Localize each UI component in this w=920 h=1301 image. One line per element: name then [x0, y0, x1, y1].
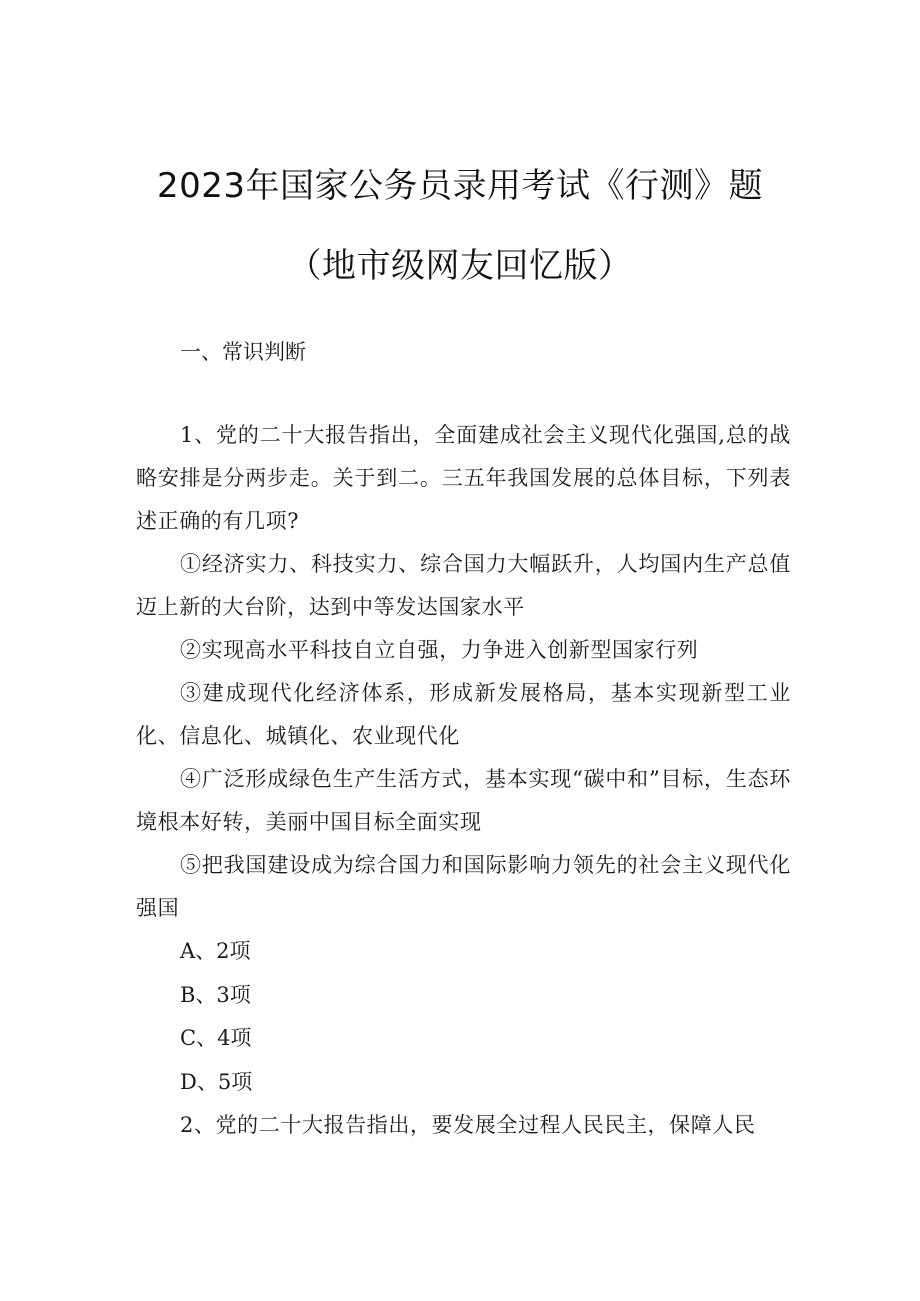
section-heading: 一、常识判断	[180, 340, 306, 364]
option-a: A、2项	[180, 939, 251, 963]
document-subtitle: （地市级网友回忆版）	[287, 246, 633, 286]
statement-5: ⑤把我国建设成为综合国力和国际影响力领先的社会主义现代化强国	[136, 853, 791, 920]
question-1-stem: 1、党的二十大报告指出，全面建成社会主义现代化强国,总的战略安排是分两步走。关于到二。三五年我国发展的总体目标，下列表述正确的有几项?	[136, 423, 791, 533]
statement-4: ④广泛形成绿色生产生活方式，基本实现“碳中和”目标，生态环境根本好转，美丽中国目标全面实现	[136, 767, 791, 834]
document-title: 2023年国家公务员录用考试《行测》题	[156, 166, 764, 206]
option-c: C、4项	[180, 1026, 252, 1050]
option-d: D、5项	[180, 1069, 253, 1094]
statement-1: ①经济实力、科技实力、综合国力大幅跃升，人均国内生产总值迈上新的大台阶，达到中等发达国家水平	[136, 552, 791, 619]
statement-2: ②实现高水平科技自立自强，力争进入创新型国家行列	[180, 638, 699, 662]
question-body	[136, 414, 791, 1147]
question-2-stem: 2、党的二十大报告指出，要发展全过程人民民主，保障人民	[180, 1113, 756, 1137]
option-b: B、3项	[180, 982, 251, 1007]
statement-3: ③建成现代化经济体系，形成新发展格局，基本实现新型工业化、信息化、城镇化、农业现代化	[136, 681, 791, 748]
